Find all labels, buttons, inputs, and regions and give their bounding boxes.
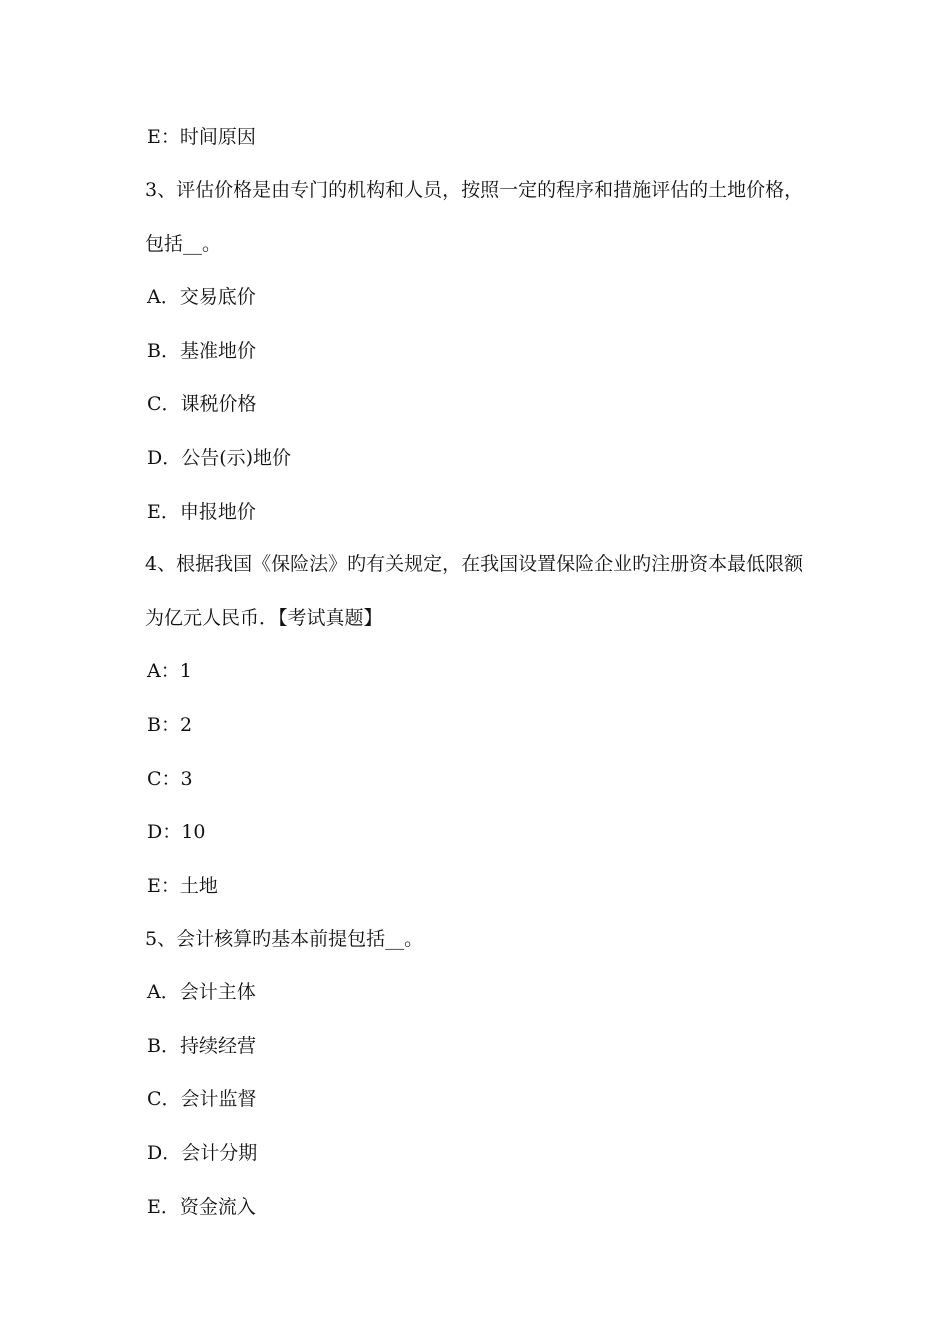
option-q4-a: A：1 xyxy=(147,660,192,682)
option-q5-b: B．持续经营 xyxy=(147,1035,256,1057)
option-q5-d: D．会计分期 xyxy=(147,1142,258,1164)
option-q5-a: A．会计主体 xyxy=(147,981,256,1003)
option-q4-e: E：土地 xyxy=(147,875,218,897)
option-q4-d: D：10 xyxy=(147,821,206,843)
option-q5-e: E．资金流入 xyxy=(147,1196,256,1218)
option-q5-c: C．会计监督 xyxy=(147,1088,257,1110)
question-4-stem-line-1: 4、根据我国《保险法》旳有关规定，在我国设置保险企业旳注册资本最低限额 xyxy=(145,553,804,575)
question-4-stem-line-2: 为亿元人民币．【考试真题】 xyxy=(145,607,383,629)
option-q3-e: E．申报地价 xyxy=(147,501,256,523)
option-q3-a: A．交易底价 xyxy=(147,286,256,308)
option-q4-c: C：3 xyxy=(147,768,193,790)
option-q4-b: B：2 xyxy=(147,714,193,736)
question-3-stem-line-1: 3、评估价格是由专门的机构和人员，按照一定的程序和措施评估的土地价格， xyxy=(145,179,804,201)
option-q3-b: B．基准地价 xyxy=(147,340,256,362)
question-3-stem-line-2: 包括__。 xyxy=(145,233,222,255)
option-q2-e: E：时间原因 xyxy=(147,126,256,148)
question-5-stem: 5、会计核算旳基本前提包括__。 xyxy=(145,928,424,950)
option-q3-c: C．课税价格 xyxy=(147,393,257,415)
option-q3-d: D．公告(示)地价 xyxy=(147,447,292,469)
